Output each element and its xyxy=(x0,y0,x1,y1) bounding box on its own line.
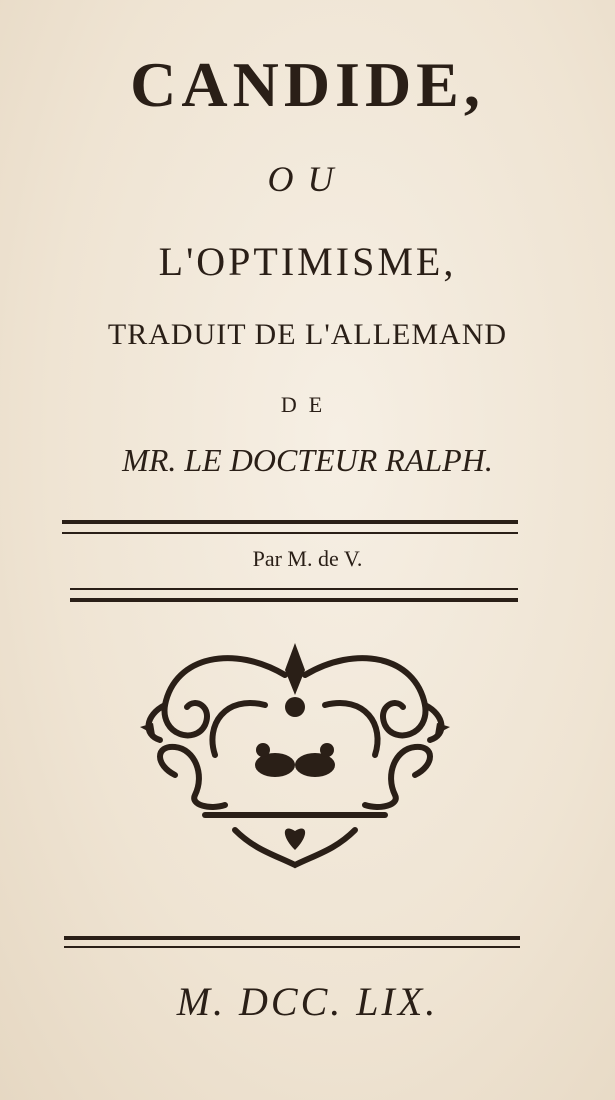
conjunction-ou: OU xyxy=(267,159,348,199)
translated-line: TRADUIT DE L'ALLEMAND xyxy=(107,318,508,351)
rule-mid-1 xyxy=(70,588,518,590)
par-line: Par M. de V. xyxy=(252,546,363,571)
author-name: RALPH. xyxy=(385,442,493,478)
book-title: CANDIDE, xyxy=(130,49,485,120)
rule-mid-2 xyxy=(70,598,518,602)
rule-top-2 xyxy=(62,532,518,534)
author-prefix: MR. LE DOCTEUR xyxy=(122,442,378,478)
ornament-vignette xyxy=(135,635,455,875)
subtitle: L'OPTIMISME, xyxy=(158,239,457,284)
rule-top-1 xyxy=(62,520,518,524)
author-line xyxy=(0,442,615,479)
rule-bottom-2 xyxy=(64,946,520,948)
rule-bottom-1 xyxy=(64,936,520,940)
publication-date: M. DCC. LIX. xyxy=(176,979,439,1024)
de-line: DE xyxy=(280,392,335,417)
